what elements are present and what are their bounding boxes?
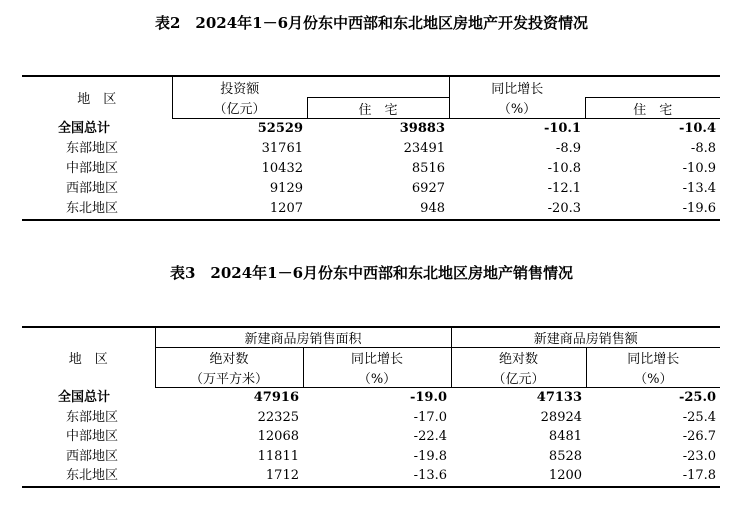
table-row xyxy=(22,199,720,220)
area-cell: 1712 xyxy=(155,466,303,487)
yoy-residential-cell: -13.4 xyxy=(682,181,716,196)
amount-cell: 47133 xyxy=(536,390,583,406)
amount-group-header: 新建商品房销售额 xyxy=(451,327,720,348)
investment-cell: 9129 xyxy=(269,181,303,196)
area-cell: 47916 xyxy=(253,390,299,406)
region-cell: 中部地区 xyxy=(66,161,119,176)
table-row xyxy=(22,408,720,428)
amount-abs-header: 绝对数 xyxy=(451,348,586,368)
region-cell: 全国总计 xyxy=(58,390,111,405)
region-cell: 东北地区 xyxy=(22,466,155,487)
yoy-residential-cell: -19.6 xyxy=(585,199,720,220)
area-cell: 11811 xyxy=(257,448,299,464)
area-yoy-cell: -13.6 xyxy=(303,466,451,487)
amount-cell: 8528 xyxy=(548,448,583,464)
investment-header: 投资额 xyxy=(172,76,307,98)
residential-cell: 39883 xyxy=(399,121,445,136)
region-cell: 西部地区 xyxy=(66,448,119,464)
yoy-residential-header: 住 宅 xyxy=(585,98,720,119)
yoy-cell: -8.9 xyxy=(555,141,581,156)
area-yoy-cell: -19.0 xyxy=(409,390,448,406)
region-cell: 东部地区 xyxy=(66,141,119,156)
table-row xyxy=(22,179,720,199)
investment-cell: 31761 xyxy=(261,141,303,156)
amount-cell: 1200 xyxy=(451,466,586,487)
area-cell: 12068 xyxy=(257,429,299,445)
investment-cell: 52529 xyxy=(257,121,303,136)
yoy-unit: （%） xyxy=(449,98,585,119)
area-abs-header: 绝对数 xyxy=(155,348,303,368)
yoy-cell: -12.1 xyxy=(547,181,581,196)
amount-yoy-cell: -17.8 xyxy=(586,466,720,487)
area-cell: 22325 xyxy=(257,409,299,425)
area-yoy-cell: -22.4 xyxy=(413,429,448,445)
investment-cell: 1207 xyxy=(172,199,307,220)
residential-header: 住 宅 xyxy=(307,98,449,119)
area-yoy-unit: （%） xyxy=(303,367,451,388)
yoy-residential-cell: -10.4 xyxy=(678,121,716,136)
yoy-cell: -20.3 xyxy=(449,199,585,220)
table-row xyxy=(22,427,720,447)
investment-unit: （亿元） xyxy=(172,98,307,119)
region-cell: 中部地区 xyxy=(66,429,119,445)
region-header: 地 区 xyxy=(22,327,155,388)
yoy-cell: -10.1 xyxy=(543,121,581,136)
table-row xyxy=(22,139,720,159)
yoy-cell: -10.8 xyxy=(547,161,581,176)
area-yoy-cell: -17.0 xyxy=(413,409,448,425)
region-cell: 西部地区 xyxy=(66,181,119,196)
region-cell: 东北地区 xyxy=(22,199,172,220)
investment-cell: 10432 xyxy=(261,161,303,176)
table-row xyxy=(22,466,720,487)
area-unit: （万平方米） xyxy=(155,367,303,388)
amount-yoy-unit: （%） xyxy=(586,367,720,388)
table-row xyxy=(22,388,720,408)
residential-cell: 8516 xyxy=(411,161,445,176)
area-yoy-cell: -19.8 xyxy=(413,448,448,464)
residential-cell: 23491 xyxy=(403,141,445,156)
table2-title: 表2 2024年1－6月份东中西部和东北地区房地产开发投资情况 xyxy=(154,14,589,32)
region-cell: 全国总计 xyxy=(58,120,111,136)
investment-table xyxy=(22,75,720,221)
amount-yoy-cell: -23.0 xyxy=(682,448,717,464)
amount-yoy-cell: -26.7 xyxy=(682,429,717,445)
table-row xyxy=(22,159,720,179)
region-header: 地 区 xyxy=(22,76,172,119)
table3-title: 表3 2024年1－6月份东中西部和东北地区房地产销售情况 xyxy=(169,264,574,282)
amount-yoy-cell: -25.4 xyxy=(682,409,717,425)
amount-yoy-header: 同比增长 xyxy=(586,348,720,368)
sales-table xyxy=(22,326,720,488)
area-group-header: 新建商品房销售面积 xyxy=(155,327,451,348)
amount-cell: 28924 xyxy=(540,409,583,425)
amount-yoy-cell: -25.0 xyxy=(678,390,717,406)
table-row xyxy=(22,447,720,467)
residential-cell: 948 xyxy=(307,199,449,220)
yoy-header: 同比增长 xyxy=(449,76,585,98)
table-row xyxy=(22,119,720,140)
area-yoy-header: 同比增长 xyxy=(303,348,451,368)
yoy-residential-cell: -10.9 xyxy=(682,161,716,176)
amount-cell: 8481 xyxy=(548,429,583,445)
amount-unit: （亿元） xyxy=(451,367,586,388)
residential-cell: 6927 xyxy=(411,181,445,196)
yoy-residential-cell: -8.8 xyxy=(690,141,716,156)
region-cell: 东部地区 xyxy=(66,409,119,425)
